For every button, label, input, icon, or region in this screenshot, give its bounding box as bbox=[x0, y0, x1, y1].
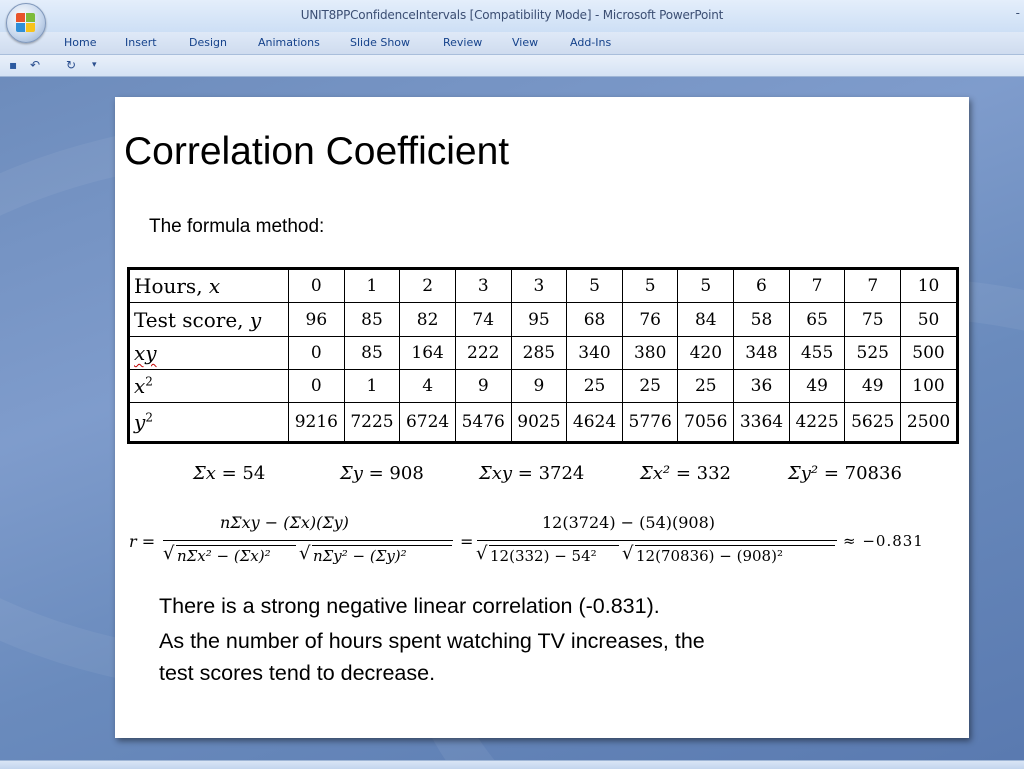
row-header-label: Hours, bbox=[134, 274, 209, 298]
customize-icon[interactable]: ▾ bbox=[92, 60, 97, 70]
sum-x-squared bbox=[640, 463, 731, 484]
table-cell: 3 bbox=[511, 269, 567, 303]
sqrt-icon: √ bbox=[476, 543, 488, 564]
table-cell: 500 bbox=[901, 337, 958, 370]
sqrt-bar bbox=[635, 545, 835, 546]
table-cell: 49 bbox=[845, 370, 901, 403]
row-header-x-squared bbox=[129, 370, 289, 403]
table-cell: 75 bbox=[845, 303, 901, 337]
ribbon-tab-bar bbox=[0, 32, 1024, 55]
sqrt-icon: √ bbox=[622, 543, 634, 564]
table-cell: 1 bbox=[344, 269, 400, 303]
row-header-xy bbox=[129, 337, 289, 370]
fraction-line bbox=[477, 540, 837, 541]
table-cell: 455 bbox=[789, 337, 845, 370]
table-cell: 7225 bbox=[344, 403, 400, 443]
table-cell: 6 bbox=[734, 269, 790, 303]
table-cell: 7 bbox=[789, 269, 845, 303]
table-cell: 348 bbox=[734, 337, 790, 370]
formula-numerator: nΣxy − (Σx)(Σy) bbox=[220, 513, 349, 532]
table-cell: 4624 bbox=[567, 403, 623, 443]
table-cell: 525 bbox=[845, 337, 901, 370]
office-logo-icon bbox=[16, 13, 36, 33]
table-cell: 5776 bbox=[622, 403, 678, 443]
sum-lhs: Σy² bbox=[788, 463, 819, 484]
slide-subtitle[interactable]: The formula method: bbox=[149, 216, 325, 237]
office-button[interactable] bbox=[6, 3, 46, 43]
correlation-formula bbox=[127, 507, 947, 577]
table-cell: 285 bbox=[511, 337, 567, 370]
table-cell: 36 bbox=[734, 370, 790, 403]
data-table[interactable] bbox=[127, 267, 959, 444]
sum-xy bbox=[479, 463, 584, 484]
table-row bbox=[129, 269, 958, 303]
save-icon[interactable]: ▪ bbox=[9, 58, 18, 72]
formula-denominator-right: nΣy² − (Σy)² bbox=[313, 547, 407, 565]
table-cell: 0 bbox=[289, 370, 345, 403]
table-cell: 2500 bbox=[901, 403, 958, 443]
table-cell: 65 bbox=[789, 303, 845, 337]
row-header-test-score bbox=[129, 303, 289, 337]
table-cell: 85 bbox=[344, 337, 400, 370]
minimize-button[interactable]: - bbox=[1015, 6, 1020, 20]
row-header-sup: 2 bbox=[145, 410, 153, 425]
table-row bbox=[129, 337, 958, 370]
sqrt-bar bbox=[489, 545, 619, 546]
table-cell: 4 bbox=[400, 370, 456, 403]
conclusion-line-3[interactable]: test scores tend to decrease. bbox=[159, 661, 436, 685]
table-cell: 96 bbox=[289, 303, 345, 337]
table-cell: 9216 bbox=[289, 403, 345, 443]
table-cell: 100 bbox=[901, 370, 958, 403]
sqrt-bar bbox=[312, 545, 452, 546]
slide-title[interactable]: Correlation Coefficient bbox=[124, 130, 510, 173]
tab-slide-show[interactable]: Slide Show bbox=[350, 36, 411, 49]
sum-x bbox=[193, 463, 265, 484]
table-cell: 2 bbox=[400, 269, 456, 303]
table-cell: 9 bbox=[511, 370, 567, 403]
tab-view[interactable]: View bbox=[512, 36, 539, 49]
table-cell: 6724 bbox=[400, 403, 456, 443]
row-header-label: Test score, bbox=[134, 307, 250, 332]
table-cell: 25 bbox=[678, 370, 734, 403]
table-cell: 420 bbox=[678, 337, 734, 370]
table-row bbox=[129, 303, 958, 337]
conclusion-line-2[interactable]: As the number of hours spent watching TV increases, the bbox=[159, 629, 705, 653]
sum-lhs: Σy bbox=[340, 463, 363, 484]
table-cell: 58 bbox=[734, 303, 790, 337]
formula-result: ≈ −0.831 bbox=[843, 532, 924, 550]
sum-rhs: = 332 bbox=[670, 463, 731, 484]
sqrt-bar bbox=[176, 545, 296, 546]
table-cell: 76 bbox=[622, 303, 678, 337]
table-cell: 5 bbox=[567, 269, 623, 303]
sum-lhs: Σxy bbox=[479, 463, 513, 484]
row-header-var: x bbox=[134, 374, 146, 398]
table-cell: 95 bbox=[511, 303, 567, 337]
conclusion-line-1[interactable]: There is a strong negative linear correlation (-0.831). bbox=[159, 594, 660, 618]
row-header-sup: 2 bbox=[145, 374, 153, 389]
row-header-var: y bbox=[249, 307, 262, 332]
table-cell: 164 bbox=[400, 337, 456, 370]
table-cell: 25 bbox=[567, 370, 623, 403]
tab-home[interactable]: Home bbox=[64, 36, 97, 49]
tab-design[interactable]: Design bbox=[189, 36, 227, 49]
tab-animations[interactable]: Animations bbox=[258, 36, 320, 49]
table-cell: 82 bbox=[400, 303, 456, 337]
formula-lhs: r = bbox=[129, 532, 156, 551]
redo-icon[interactable]: ↻ bbox=[66, 58, 77, 72]
table-cell: 0 bbox=[289, 337, 345, 370]
table-cell: 5476 bbox=[455, 403, 511, 443]
table-cell: 68 bbox=[567, 303, 623, 337]
title-bar bbox=[0, 0, 1024, 32]
table-cell: 340 bbox=[567, 337, 623, 370]
sum-rhs: = 3724 bbox=[512, 463, 585, 484]
table-cell: 49 bbox=[789, 370, 845, 403]
table-cell: 5625 bbox=[845, 403, 901, 443]
row-header-var: x bbox=[208, 274, 221, 298]
table-cell: 0 bbox=[289, 269, 345, 303]
row-header-hours bbox=[129, 269, 289, 303]
slide[interactable] bbox=[115, 97, 969, 738]
table-cell: 3 bbox=[455, 269, 511, 303]
formula-denominator-left-values: 12(332) − 54² bbox=[490, 547, 597, 565]
table-cell: 380 bbox=[622, 337, 678, 370]
table-cell: 5 bbox=[678, 269, 734, 303]
tab-add-ins[interactable]: Add-Ins bbox=[570, 36, 612, 49]
table-cell: 84 bbox=[678, 303, 734, 337]
sum-y bbox=[340, 463, 424, 484]
sqrt-icon: √ bbox=[163, 543, 175, 564]
formula-equals: = bbox=[460, 532, 474, 551]
table-cell: 25 bbox=[622, 370, 678, 403]
table-cell: 4225 bbox=[789, 403, 845, 443]
formula-numerator-values: 12(3724) − (54)(908) bbox=[542, 513, 716, 532]
quick-access-toolbar bbox=[0, 55, 1024, 77]
window-title: UNIT8PPConfidenceIntervals [Compatibility Mode] - Microsoft PowerPoint bbox=[300, 8, 724, 22]
sum-rhs: = 54 bbox=[215, 463, 266, 484]
formula-denominator-right-values: 12(70836) − (908)² bbox=[636, 547, 783, 565]
table-cell: 9 bbox=[455, 370, 511, 403]
table-cell: 5 bbox=[622, 269, 678, 303]
row-header-y-squared bbox=[129, 403, 289, 443]
sum-lhs: Σx bbox=[193, 463, 216, 484]
table-cell: 3364 bbox=[734, 403, 790, 443]
row-header-var: y bbox=[134, 410, 146, 434]
table-cell: 9025 bbox=[511, 403, 567, 443]
table-cell: 7056 bbox=[678, 403, 734, 443]
table-cell: 85 bbox=[344, 303, 400, 337]
sqrt-icon: √ bbox=[299, 543, 311, 564]
table-row bbox=[129, 403, 958, 443]
table-cell: 1 bbox=[344, 370, 400, 403]
table-cell: 10 bbox=[901, 269, 958, 303]
table-cell: 222 bbox=[455, 337, 511, 370]
table-cell: 74 bbox=[455, 303, 511, 337]
sum-rhs: = 908 bbox=[362, 463, 424, 484]
formula-denominator-left: nΣx² − (Σx)² bbox=[177, 547, 271, 565]
sum-rhs: = 70836 bbox=[818, 463, 902, 484]
fraction-line bbox=[163, 540, 453, 541]
table-cell: 50 bbox=[901, 303, 958, 337]
sum-lhs: Σx² bbox=[640, 463, 671, 484]
tab-review[interactable]: Review bbox=[443, 36, 483, 49]
table-row bbox=[129, 370, 958, 403]
tab-insert[interactable]: Insert bbox=[125, 36, 157, 49]
sum-y-squared bbox=[788, 463, 902, 484]
undo-icon[interactable]: ↶ bbox=[30, 58, 41, 72]
table-cell: 7 bbox=[845, 269, 901, 303]
row-header-var: xy bbox=[134, 341, 157, 365]
